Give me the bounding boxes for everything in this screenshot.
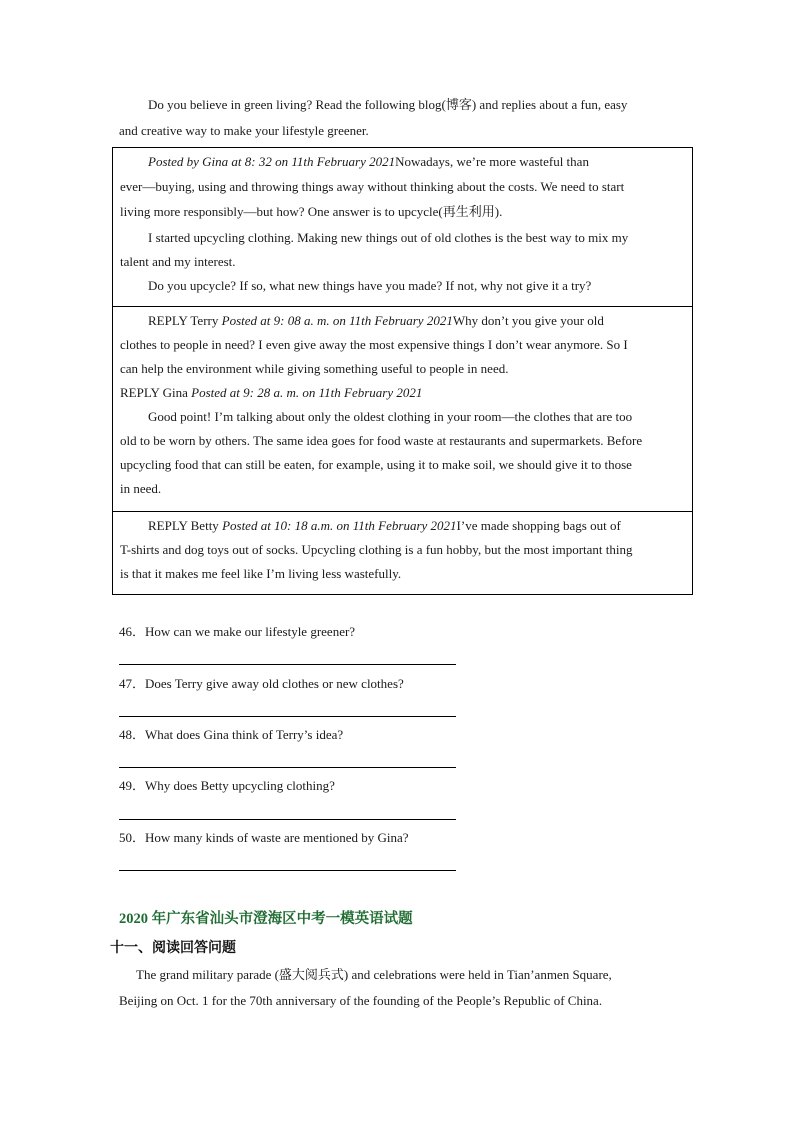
question-47: 47．Does Terry give away old clothes or new clothes? [119,676,404,691]
question-49: 49．Why does Betty upcycling clothing? [119,778,335,793]
answer-line-50[interactable] [119,870,456,871]
post-line-3: living more responsibly—but how? One answer is to upcycle(再生利用). [120,204,503,219]
terry-reply-prefix: REPLY Terry [148,313,222,328]
post-line-6: Do you upcycle? If so, what new things have you made? If not, why not give it a try? [148,278,592,293]
gina-reply-header [120,381,682,405]
reply-terry-box [112,306,693,512]
gina-line-1: Good point! I’m talking about only the oldest clothing in your room—the clothes that are too [148,409,633,424]
betty-reply-prefix: REPLY Betty [148,518,223,533]
post-line-1 [148,150,682,174]
section-heading: 十一、阅读回答问题 [110,941,236,956]
post-line-4: I started upcycling clothing. Making new things out of old clothes is the best way to mix my [148,230,629,245]
post-line-2: ever—buying, using and throwing things away without thinking about the costs. We need to start [120,179,625,194]
answer-line-46[interactable] [119,664,456,665]
exam-title: 2020 年广东省汕头市澄海区中考一模英语试题 [119,911,413,927]
terry-line-1 [148,309,682,333]
terry-meta: Posted at 9: 08 a. m. on 11th February 2021 [221,313,453,328]
passage-line-2: Beijing on Oct. 1 for the 70th anniversary of the founding of the People’s Republic of China. [119,993,603,1008]
post-meta: Posted by Gina at 8: 32 on 11th February 2021 [148,154,396,169]
question-46: 46．How can we make our lifestyle greener? [119,624,356,639]
gina-line-4: in need. [120,481,162,496]
gina-line-2: old to be worn by others. The same idea goes for food waste at restaurants and supermarkets. Before [120,433,643,448]
terry-line-2: clothes to people in need? I even give away the most expensive things I don’t wear anymore. So I [120,337,628,352]
betty-meta: Posted at 10: 18 a.m. on 11th February 2021 [222,518,457,533]
question-50: 50．How many kinds of waste are mentioned by Gina? [119,830,409,845]
intro-line-1: Do you believe in green living? Read the following blog(博客) and replies about a fun, easy [148,97,628,112]
post-line-1-text: Nowadays, we’re more wasteful than [395,154,589,169]
question-48: 48．What does Gina think of Terry’s idea? [119,727,344,742]
post-line-5: talent and my interest. [120,254,236,269]
betty-line-1 [148,514,682,538]
answer-line-48[interactable] [119,767,456,768]
answer-line-49[interactable] [119,819,456,820]
passage-line-1: The grand military parade (盛大阅兵式) and celebrations were held in Tian’anmen Square, [136,967,612,982]
betty-line-3: is that it makes me feel like I’m living less wastefully. [120,566,402,581]
gina-meta: Posted at 9: 28 a. m. on 11th February 2021 [191,385,423,400]
reply-betty-box [112,511,693,595]
betty-line-2: T-shirts and dog toys out of socks. Upcycling clothing is a fun hobby, but the most important thing [120,542,633,557]
terry-line-1-text: Why don’t you give your old [452,313,604,328]
blog-post-box [112,147,693,307]
betty-line-1-text: I’ve made shopping bags out of [456,518,621,533]
gina-reply-prefix: REPLY Gina [120,385,192,400]
answer-line-47[interactable] [119,716,456,717]
intro-line-2: and creative way to make your lifestyle greener. [119,123,369,138]
gina-line-3: upcycling food that can still be eaten, for example, using it to make soil, we should give it to those [120,457,632,472]
terry-line-3: can help the environment while giving something useful to people in need. [120,361,509,376]
